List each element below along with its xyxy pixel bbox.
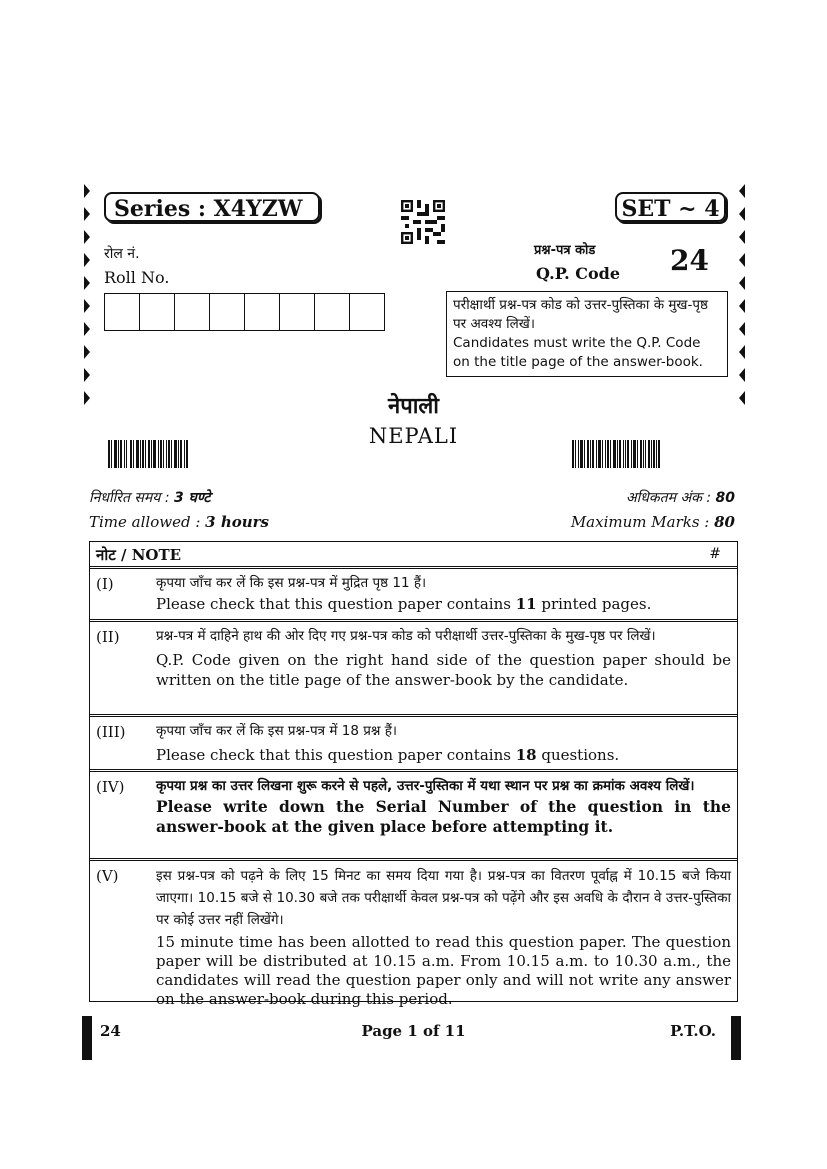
qp-code-value: 24 (670, 244, 709, 277)
qp-code-notice (446, 291, 728, 377)
roll-digit-box[interactable] (280, 294, 315, 330)
note-text-english: Q.P. Code given on the right hand side of the question paper should be written on the title page of the answer-book by the candidate. (156, 651, 731, 689)
roll-digit-box[interactable] (315, 294, 350, 330)
barcode-right (572, 440, 660, 468)
set-label: SET ~ 4 (615, 192, 726, 222)
pto-label: P.T.O. (670, 1022, 716, 1040)
roll-digit-box[interactable] (175, 294, 210, 330)
note-item (90, 769, 737, 858)
max-marks-english: Maximum Marks : 80 (570, 513, 735, 531)
note-number: (I) (96, 575, 114, 593)
footer-qp-code: 24 (100, 1022, 121, 1040)
note-item (90, 714, 737, 769)
roll-label-hindi: रोल नं. (104, 246, 140, 262)
roll-digit-box[interactable] (350, 294, 384, 330)
note-number: (V) (96, 867, 119, 885)
notice-hindi: परीक्षार्थी प्रश्न-पत्र कोड को उत्तर-पुस्तिका के मुख-पृष्ठ पर अवश्य लिखें। (453, 297, 708, 332)
subject-title-hindi: नेपाली (387, 394, 440, 419)
hash-mark: # (709, 546, 721, 562)
roll-digit-box[interactable] (140, 294, 175, 330)
notes-table (89, 541, 738, 1008)
note-text-english: Please write down the Serial Number of the question in the answer-book at the given place before attempting it. (156, 797, 731, 836)
note-text-hindi: कृपया जाँच कर लें कि इस प्रश्न-पत्र में 18 प्रश्न हैं। (156, 723, 398, 739)
page-number: Page 1 of 11 (361, 1022, 466, 1040)
notice-english: Candidates must write the Q.P. Code on the title page of the answer-book. (453, 335, 703, 370)
note-item (90, 858, 737, 1011)
note-number: (II) (96, 628, 120, 646)
time-allowed-english: Time allowed : 3 hours (89, 513, 269, 531)
roll-digit-box[interactable] (245, 294, 280, 330)
note-text-hindi: कृपया जाँच कर लें कि इस प्रश्न-पत्र में मुद्रित पृष्ठ 11 हैं। (156, 575, 427, 591)
note-item (90, 566, 737, 619)
roll-digit-box[interactable] (105, 294, 140, 330)
right-registration-marks (739, 184, 747, 414)
roll-label-english: Roll No. (104, 268, 170, 287)
max-marks-hindi: अधिकतम अंक : 80 (625, 490, 735, 506)
subject-title-english: NEPALI (368, 424, 459, 448)
note-text-english: 15 minute time has been allotted to read this question paper. The question paper will be distributed at 10.15 a.m. From 10.15 a.m. to 10.30 a.m., the candidates will read the question paper only and will not write any answer on the answer-book during this period. (156, 933, 731, 1008)
notes-header (90, 542, 737, 566)
series-label: Series : X4YZW (104, 192, 320, 222)
note-item (90, 619, 737, 714)
roll-number-boxes[interactable] (104, 293, 385, 331)
note-text-hindi: कृपया प्रश्न का उत्तर लिखना शुरू करने से पहले, उत्तर-पुस्तिका में यथा स्थान पर प्रश्न का क्रमांक अवश्य लिखें। (156, 778, 695, 794)
qr-code-icon (401, 200, 445, 244)
time-allowed-hindi: निर्धारित समय : 3 घण्टे (89, 490, 211, 506)
note-text-english: Please check that this question paper contains 18 questions. (156, 746, 620, 764)
roll-digit-box[interactable] (210, 294, 245, 330)
note-text-hindi: प्रश्न-पत्र में दाहिने हाथ की ओर दिए गए प्रश्न-पत्र कोड को परीक्षार्थी उत्तर-पुस्तिका के मुख-पृष्ठ पर लिखें। (156, 628, 656, 644)
note-number: (IV) (96, 778, 125, 796)
note-number: (III) (96, 723, 126, 741)
barcode-left (108, 440, 188, 468)
note-text-english: Please check that this question paper contains 11 printed pages. (156, 595, 652, 613)
notes-title: नोट / NOTE (96, 546, 182, 564)
qp-code-label-hindi: प्रश्न-पत्र कोड (534, 243, 596, 258)
note-text-hindi: इस प्रश्न-पत्र को पढ़ने के लिए 15 मिनट का समय दिया गया है। प्रश्न-पत्र का वितरण पूर्वाह्न में 10.15 बजे किया जाएगा। 10.15 बजे से 10.30 बजे तक परीक्षार्थी केवल प्रश्न-पत्र को पढ़ेंगे और इस अवधि के दौरान वे उत्तर-पुस्तिका पर कोई उत्तर नहीं लिखेंगे। (156, 868, 731, 928)
left-registration-marks (84, 184, 92, 414)
qp-code-label-english: Q.P. Code (536, 264, 621, 283)
